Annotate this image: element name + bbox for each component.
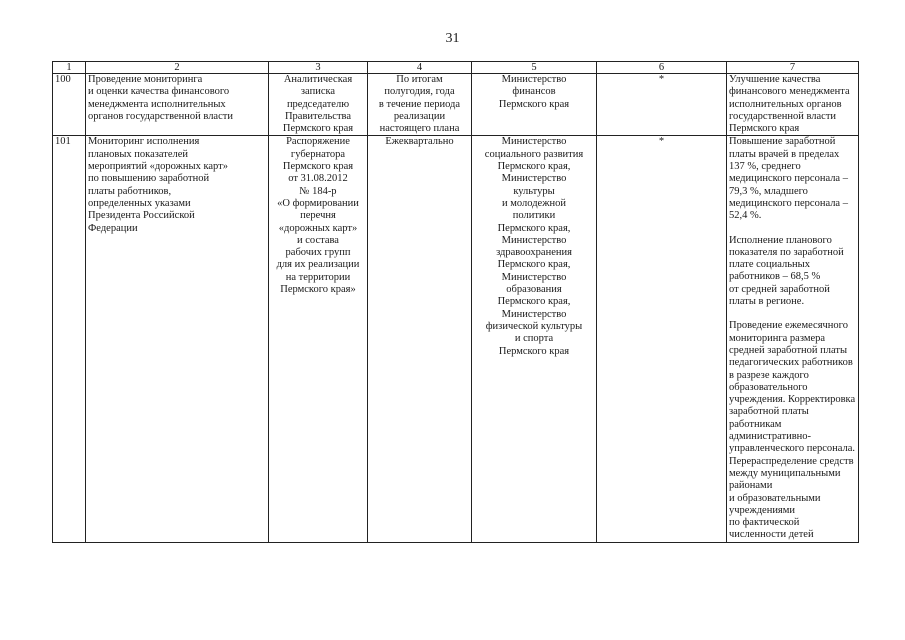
column-header-5: 5 <box>472 62 597 74</box>
row-number: 100 <box>53 74 86 136</box>
result-paragraph: Проведение ежемесячного мониторинга размера средней заработной платы педагогических работников в разрезе каждого образовательного учреждения. Корректировка заработной платы работникам административно- управленческого персонала. Перераспределение средств между муниципальными районами и образовательными учреждениями по фактической численности детей <box>729 320 856 541</box>
result-paragraph: Повышение заработной платы врачей в пределах 137 %, среднего медицинского персонала – 79,3 %, младшего медицинского персонала – 52,4 %. <box>729 136 848 222</box>
result-cell <box>727 74 859 136</box>
mark-cell: * <box>597 136 727 542</box>
document-cell: Аналитическая записка председателю Правительства Пермского края <box>269 74 368 136</box>
document-cell: Распоряжение губернатора Пермского края от 31.08.2012 № 184-р «О формировании перечня «дорожных карт» и состава рабочих групп для их реализации на территории Пермского края» <box>269 136 368 542</box>
responsible-cell: Министерство социального развития Пермского края, Министерство культуры и молодежной политики Пермского края, Министерство здравоохранения Пермского края, Министерство образования Пермского края, Министерство физической культуры и спорта Пермского края <box>472 136 597 542</box>
column-header-6: 6 <box>597 62 727 74</box>
event-cell: Мониторинг исполнения плановых показателей мероприятий «дорожных карт» по повышению заработной платы работников, определенных указами Президента Российской Федерации <box>86 136 269 542</box>
column-header-2: 2 <box>86 62 269 74</box>
paragraph-gap <box>729 223 856 235</box>
page-number: 31 <box>445 31 460 46</box>
column-number-row <box>53 62 859 74</box>
row-number: 101 <box>53 136 86 542</box>
table-row <box>53 136 859 542</box>
table-row <box>53 74 859 136</box>
mark-cell: * <box>597 74 727 136</box>
deadline-cell: По итогам полугодия, года в течение периода реализации настоящего плана <box>368 74 472 136</box>
paragraph-gap <box>729 308 856 320</box>
column-header-3: 3 <box>269 62 368 74</box>
result-paragraph: Исполнение планового показателя по заработной плате социальных работников – 68,5 % от средней заработной платы в регионе. <box>729 234 844 308</box>
column-header-4: 4 <box>368 62 472 74</box>
column-header-7: 7 <box>727 62 859 74</box>
plan-table <box>52 61 859 543</box>
event-cell: Проведение мониторинга и оценки качества финансового менеджмента исполнительных органов государственной власти <box>86 74 269 136</box>
deadline-cell: Ежеквартально <box>368 136 472 542</box>
responsible-cell: Министерство финансов Пермского края <box>472 74 597 136</box>
result-cell <box>727 136 859 542</box>
column-header-1: 1 <box>53 62 86 74</box>
result-paragraph: Улучшение качества финансового менеджмента исполнительных органов государственной власти Пермского края <box>729 74 850 135</box>
